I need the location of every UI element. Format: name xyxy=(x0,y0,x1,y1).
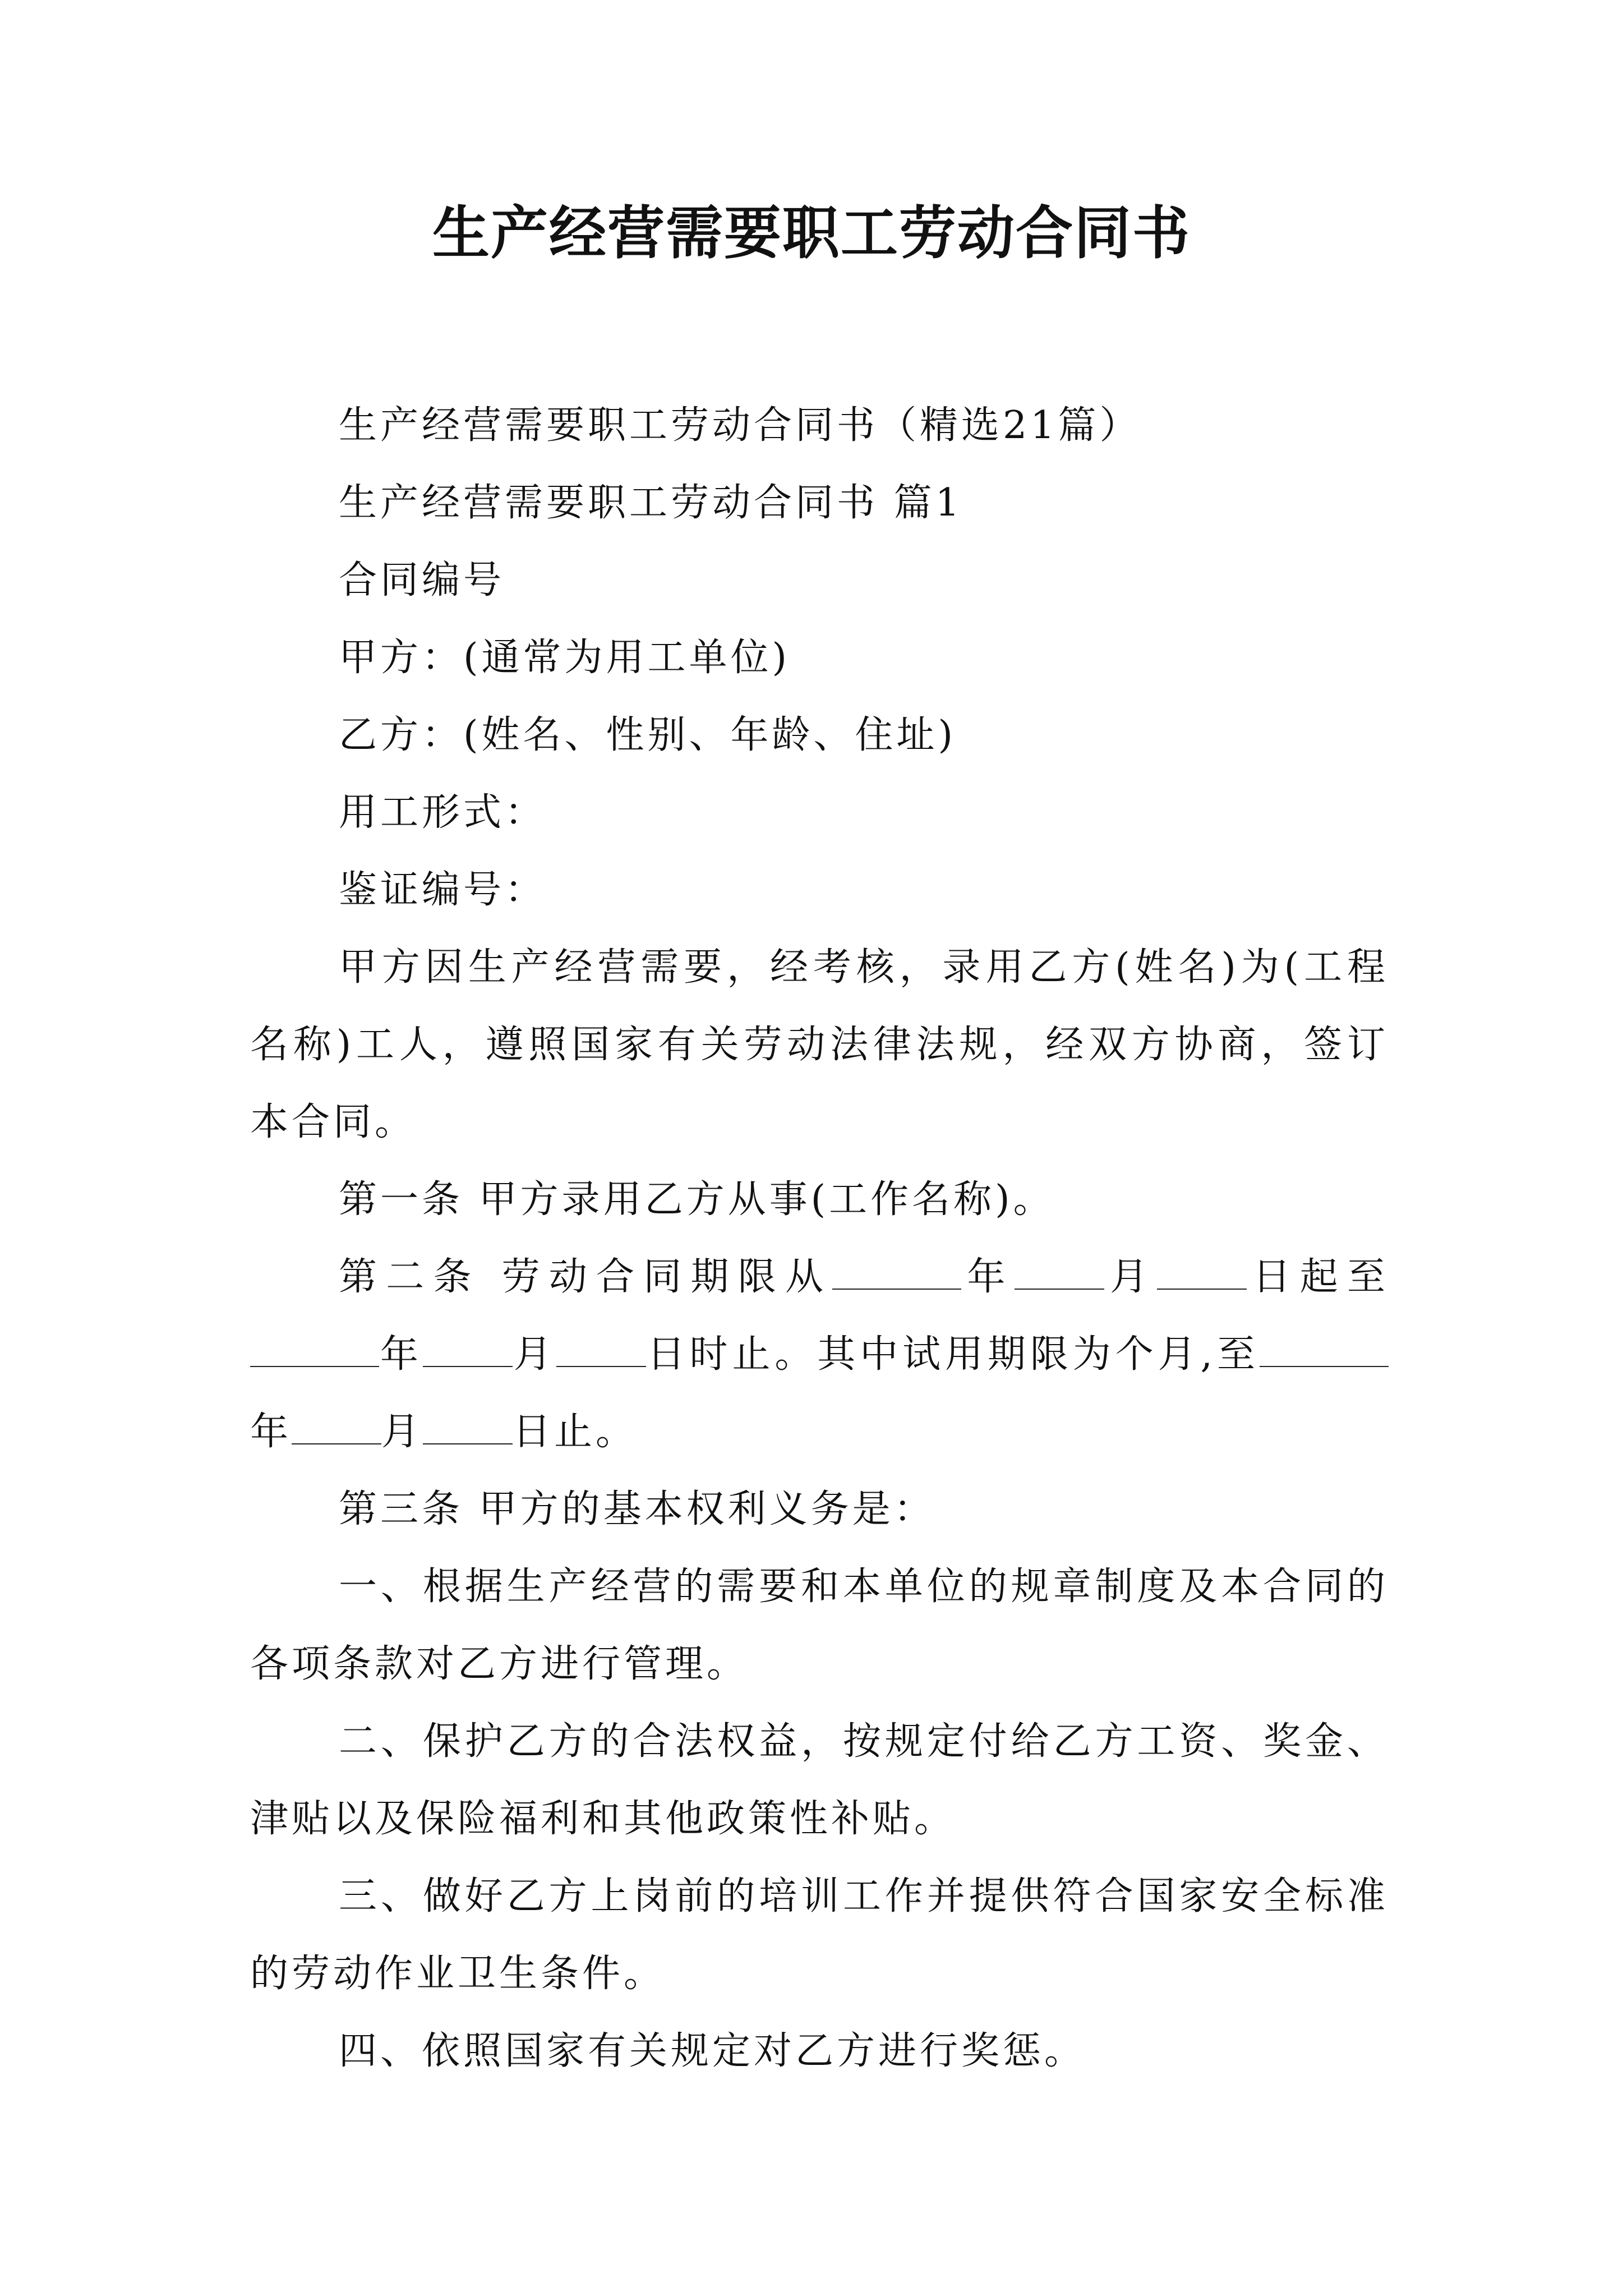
paragraph: 甲方：(通常为用工单位) xyxy=(339,636,791,680)
text: 日时止。其中试用期限为个月,至 xyxy=(645,1332,1260,1377)
text: 第二条 劳动合同期限从 xyxy=(339,1255,833,1299)
text: 日起至 xyxy=(1247,1255,1389,1299)
text: 年 xyxy=(379,1332,423,1377)
paragraph: 一、根据生产经营的需要和本单位的规章制度及本合同的各项条款对乙方进行管理。 xyxy=(250,1565,1389,1686)
paragraph: 用工形式： xyxy=(339,790,547,835)
text: 月 xyxy=(512,1332,556,1377)
text: 日止。 xyxy=(513,1410,638,1454)
fill-blank[interactable] xyxy=(292,1410,381,1444)
paragraph: 生产经营需要职工劳动合同书（精选21篇） xyxy=(339,403,1141,448)
paragraph: 鉴证编号： xyxy=(339,868,547,912)
paragraph: 二、保护乙方的合法权益，按规定付给乙方工资、奖金、津贴以及保险福利和其他政策性补贴。 xyxy=(250,1719,1389,1841)
fill-blank[interactable] xyxy=(832,1255,961,1290)
document-title: 生产经营需要职工劳动合同书 xyxy=(432,200,1191,267)
paragraph: 四、依照国家有关规定对乙方进行奖惩。 xyxy=(339,2029,1086,2073)
paragraph: 第三条 甲方的基本权利义务是： xyxy=(339,1487,935,1531)
text: 月 xyxy=(1104,1255,1158,1299)
text: 年 xyxy=(250,1410,292,1454)
fill-blank[interactable] xyxy=(423,1410,513,1444)
fill-blank[interactable] xyxy=(423,1332,513,1367)
fill-blank[interactable] xyxy=(1015,1255,1104,1290)
text: 年 xyxy=(961,1255,1015,1299)
paragraph: 三、做好乙方上岗前的培训工作并提供符合国家安全标准的劳动作业卫生条件。 xyxy=(250,1874,1389,1996)
fill-blank[interactable] xyxy=(1157,1255,1247,1290)
fill-blank[interactable] xyxy=(250,1332,379,1367)
article-2-paragraph xyxy=(250,1239,1389,1471)
paragraph: 合同编号 xyxy=(339,558,505,602)
text: 月 xyxy=(381,1410,423,1454)
fill-blank[interactable] xyxy=(1260,1332,1389,1367)
paragraph: 生产经营需要职工劳动合同书 篇1 xyxy=(339,481,963,525)
paragraph: 第一条 甲方录用乙方从事(工作名称)。 xyxy=(339,1177,1055,1222)
document-body xyxy=(250,387,1389,2090)
paragraph: 甲方因生产经营需要，经考核，录用乙方(姓名)为(工程名称)工人，遵照国家有关劳动法律法规，经双方协商，签订本合同。 xyxy=(250,945,1389,1144)
paragraph: 乙方：(姓名、性别、年龄、住址) xyxy=(339,713,957,757)
fill-blank[interactable] xyxy=(556,1332,646,1367)
